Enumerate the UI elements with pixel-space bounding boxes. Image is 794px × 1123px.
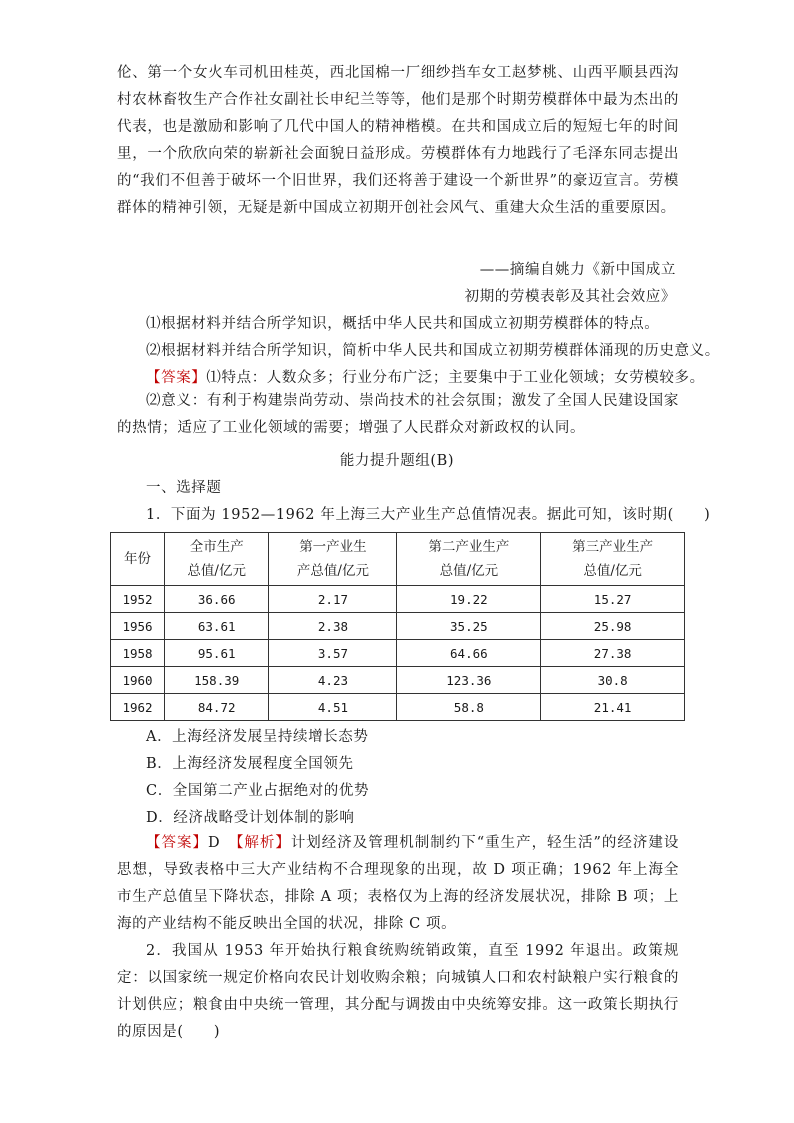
table-row (111, 667, 685, 694)
cell-secondary: 58.8 (397, 694, 541, 721)
cell-year: 1956 (111, 613, 165, 640)
header-cell-primary: 第一产业生 产总值/亿元 (269, 533, 397, 586)
group-title: 能力提升题组(B) (339, 453, 455, 469)
question-1: ⑴根据材料并结合所学知识，概括中华人民共和国成立初期劳模群体的特点。 (146, 316, 660, 332)
answer-letter: D (207, 835, 221, 851)
header-cell-total: 全市生产 总值/亿元 (165, 533, 269, 586)
cell-year: 1960 (111, 667, 165, 694)
cell-year: 1952 (111, 586, 165, 613)
cell-year: 1962 (111, 694, 165, 721)
cell-tertiary: 15.27 (541, 586, 685, 613)
cell-secondary: 35.25 (397, 613, 541, 640)
cell-primary: 2.38 (269, 613, 397, 640)
answer-tag: 【答案】 (146, 370, 207, 386)
answer-analysis (117, 830, 679, 938)
option-a: A．上海经济发展呈持续增长态势 (146, 729, 369, 745)
header-cell-tertiary: 第三产业生产 总值/亿元 (541, 533, 685, 586)
cell-secondary: 19.22 (397, 586, 541, 613)
answer-tag: 【答案】 (146, 835, 208, 851)
cell-total: 36.66 (165, 586, 269, 613)
question-stem-1: 1．下面为 1952—1962 年上海三大产业生产总值情况表。据此可知，该时期( ) (146, 507, 711, 523)
answer-block-1 (146, 368, 705, 388)
table-header-row (111, 533, 685, 586)
cell-primary: 2.17 (269, 586, 397, 613)
table-row (111, 586, 685, 613)
table-row (111, 640, 685, 667)
cell-year: 1958 (111, 640, 165, 667)
cell-total: 158.39 (165, 667, 269, 694)
cell-primary: 3.57 (269, 640, 397, 667)
cell-secondary: 64.66 (397, 640, 541, 667)
question-stem-2: 2．我国从 1953 年开始执行粮食统购统销政策，直至 1992 年退出。政策规定：以国家统一规定价格向农民计划收购余粮；向城镇人口和农村缺粮户实行粮食的计划供应；粮食由中央统一管理，其分配与调拨由中央统筹安排。这一政策长期执行的原因是( ) (117, 943, 679, 1040)
question-2: ⑵根据材料并结合所学知识，简析中华人民共和国成立初期劳模群体涌现的历史意义。 (146, 343, 720, 359)
answer-2-text: ⑵意义：有利于构建崇尚劳动、崇尚技术的社会氛围；激发了全国人民建设国家的热情；适应了工业化领域的需要；增强了人民群众对新政权的认同。 (117, 393, 679, 436)
cell-tertiary: 27.38 (541, 640, 685, 667)
analysis-text: 计划经济及管理机制制约下“重生产，轻生活”的经济建设思想，导致表格中三大产业结构不合理现象的出现，故 D 项正确；1962 年上海全市生产总值呈下降状态，排除 A 项；表格仅为上海的经济发展状况，排除 B 项；上海的产业结构不能反映出全国的状况，排除 C 项。 (117, 835, 679, 932)
part-title: 一、选择题 (146, 480, 222, 496)
cell-secondary: 123.36 (397, 667, 541, 694)
material-paragraph: 伦、第一个女火车司机田桂英，西北国棉一厂细纱挡车女工赵梦桃、山西平顺县西沟村农林畜牧生产合作社女副社长申纪兰等等，他们是那个时期劳模群体中最为杰出的代表，也是激励和影响了几代中国人的精神楷模。在共和国成立后的短短七年的时间里，一个欣欣向荣的崭新社会面貌日益形成。劳模群体有力地践行了毛泽东同志提出的“我们不但善于破坏一个旧世界，我们还将善于建设一个新世界”的豪迈宣言。劳模群体的精神引领，无疑是新中国成立初期开创社会风气、重建大众生活的重要原因。 (117, 65, 679, 216)
source-citation-line1: ——摘编自姚力《新中国成立 (479, 262, 676, 278)
table-row (111, 613, 685, 640)
cell-tertiary: 30.8 (541, 667, 685, 694)
option-d: D．经济战略受计划体制的影响 (146, 810, 355, 826)
cell-total: 84.72 (165, 694, 269, 721)
cell-tertiary: 25.98 (541, 613, 685, 640)
table-row (111, 694, 685, 721)
header-cell-secondary: 第二产业生产 总值/亿元 (397, 533, 541, 586)
cell-primary: 4.23 (269, 667, 397, 694)
cell-tertiary: 21.41 (541, 694, 685, 721)
cell-total: 95.61 (165, 640, 269, 667)
answer-1-text: ⑴特点：人数众多；行业分布广泛；主要集中于工业化领域；女劳模较多。 (206, 370, 705, 386)
source-citation-line2: 初期的劳模表彰及其社会效应》 (464, 289, 676, 305)
cell-total: 63.61 (165, 613, 269, 640)
data-table (110, 532, 685, 721)
cell-primary: 4.51 (269, 694, 397, 721)
option-b: B．上海经济发展程度全国领先 (146, 756, 354, 772)
option-c: C．全国第二产业占据绝对的优势 (146, 783, 370, 799)
header-cell-year: 年份 (111, 533, 165, 586)
analysis-tag: 【解析】 (236, 835, 291, 851)
